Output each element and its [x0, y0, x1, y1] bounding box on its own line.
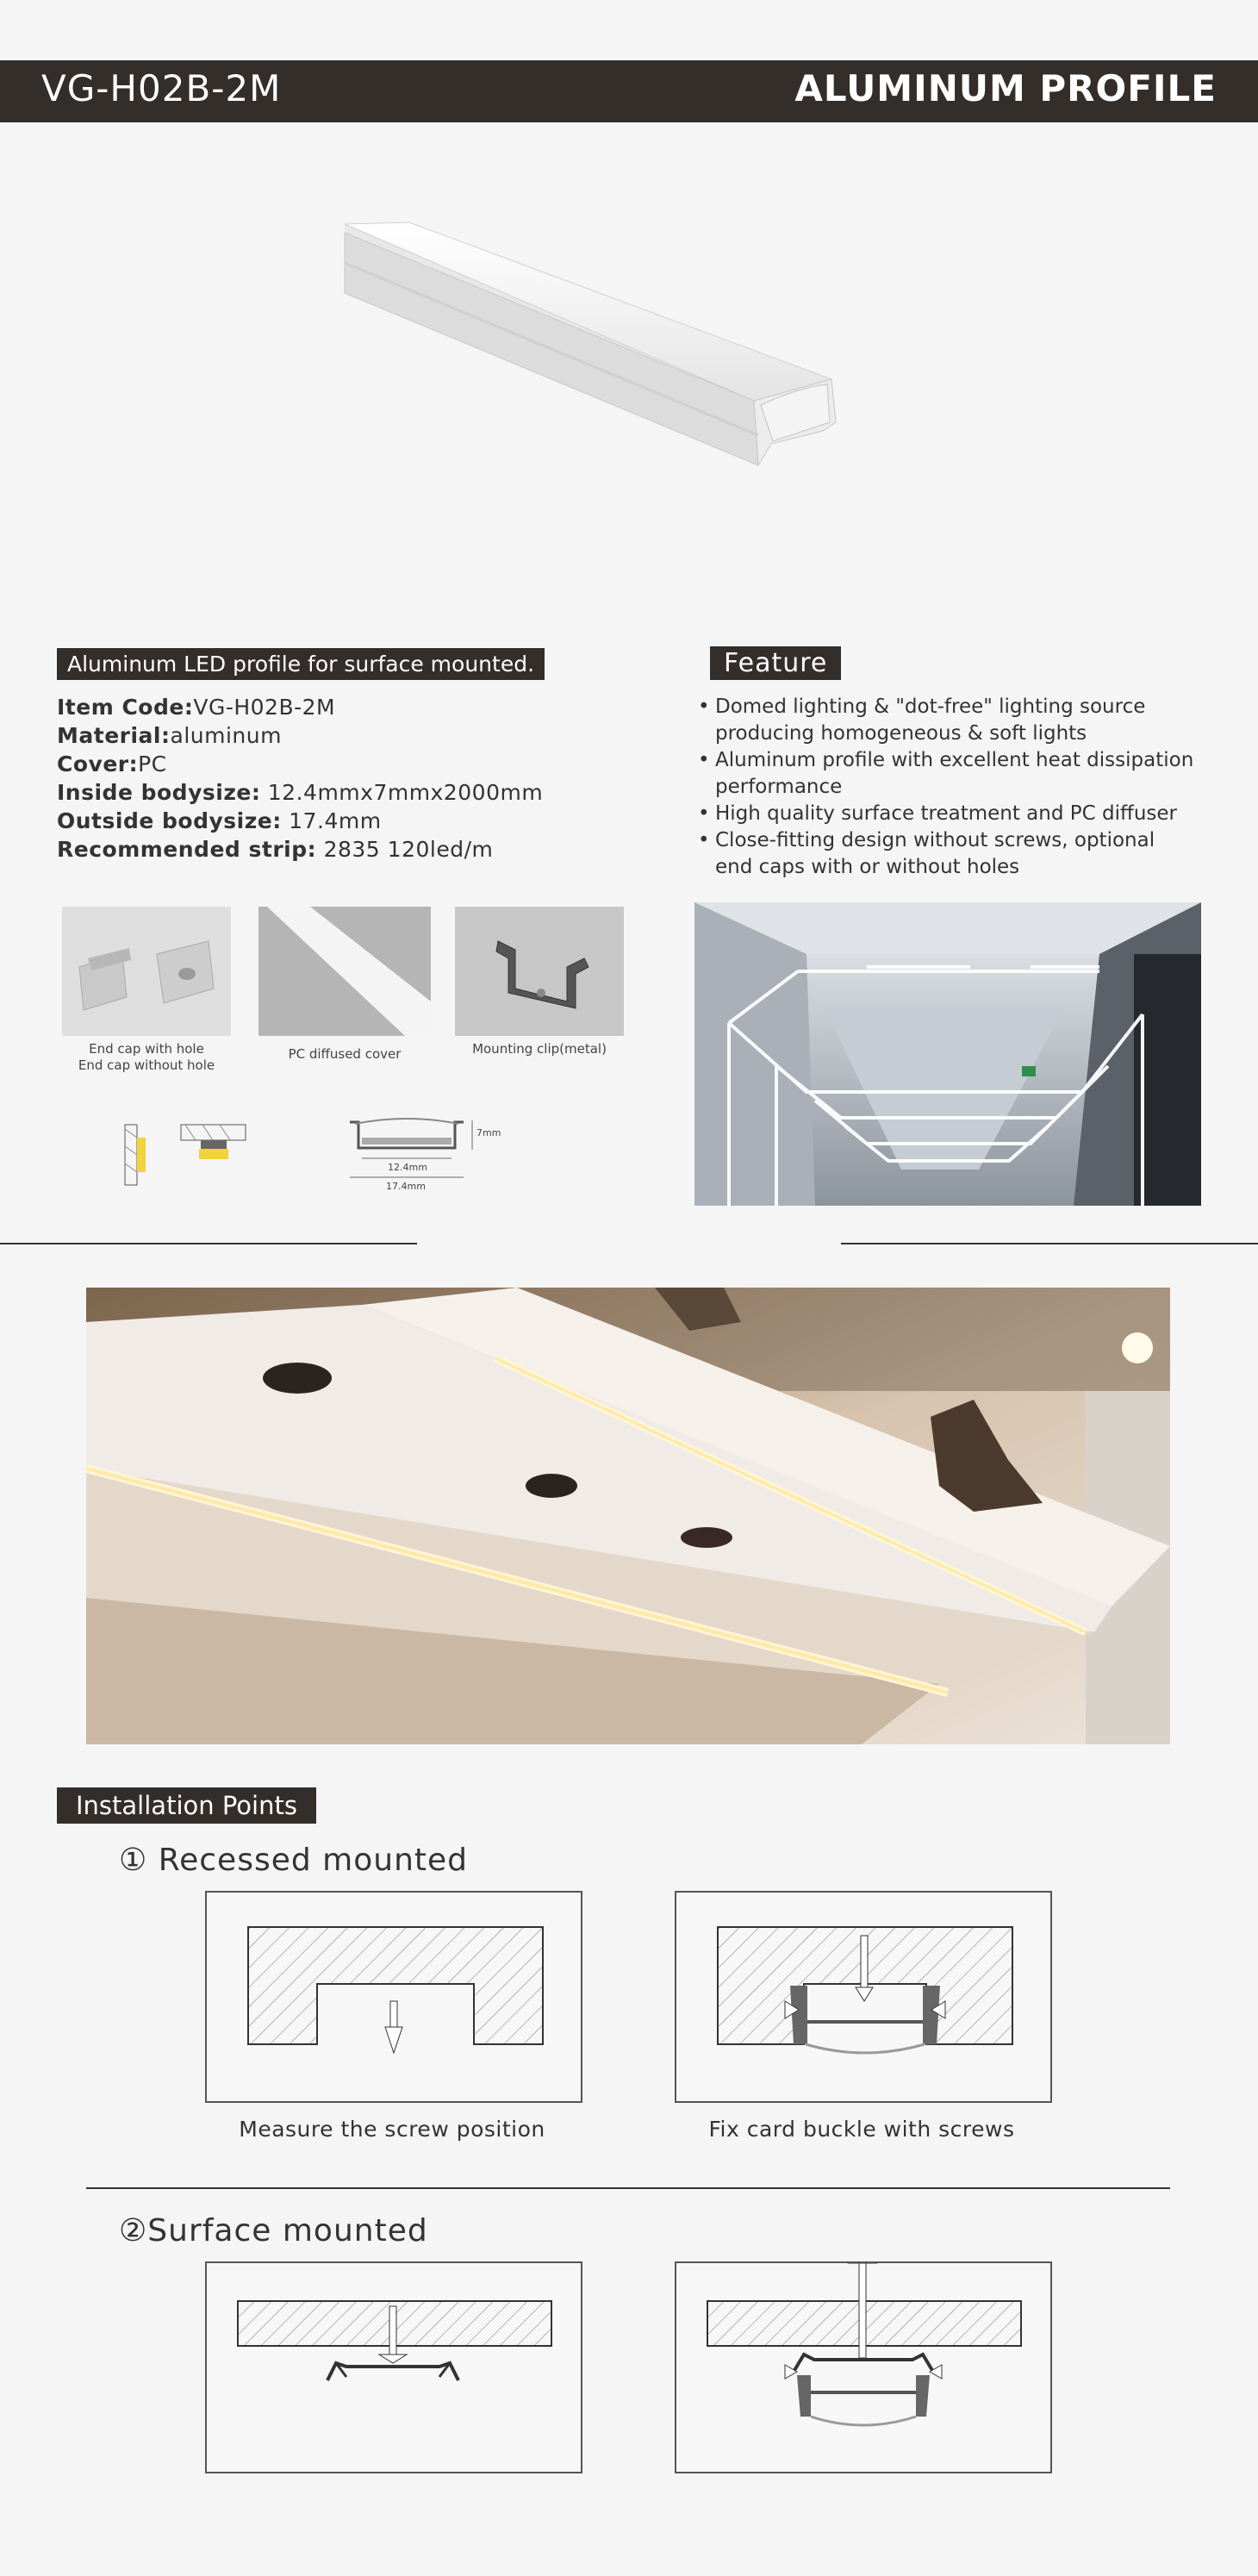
spec-tag: Aluminum LED profile for surface mounted.: [57, 648, 545, 680]
dim-outer: 17.4mm: [386, 1181, 426, 1192]
surface-diagram-2: [675, 2261, 1052, 2473]
surface-heading: ②Surface mounted: [119, 2213, 428, 2249]
light-direction-diagram: [116, 1120, 254, 1189]
spec-item-code: Item Code:VG-H02B-2M: [57, 695, 336, 720]
feature-tag: Feature: [710, 646, 841, 680]
product-profile-image: [340, 215, 849, 508]
category-title: ALUMINUM PROFILE: [794, 67, 1217, 109]
feature-item: • Close-fitting design without screws, optional end caps with or without holes: [696, 827, 1196, 881]
spec-inside-bodysize: Inside bodysize: 12.4mmx7mmx2000mm: [57, 780, 544, 805]
dimension-drawing: [343, 1112, 501, 1198]
feature-item: • High quality surface treatment and PC diffuser: [696, 801, 1196, 827]
mounting-clip-image: [455, 907, 624, 1036]
surface-diagram-1: [205, 2261, 582, 2473]
installation-tag: Installation Points: [57, 1787, 316, 1824]
dim-height: 7mm: [476, 1127, 501, 1138]
shelf-application-photo: [86, 1288, 1170, 1744]
divider-left: [0, 1243, 417, 1244]
feature-list: [696, 694, 1196, 881]
spec-cover: Cover:PC: [57, 752, 167, 777]
recessed-caption-1: Measure the screw position: [239, 2117, 545, 2142]
diffused-cover-caption: PC diffused cover: [288, 1046, 402, 1062]
spec-recommended-strip: Recommended strip: 2835 120led/m: [57, 837, 494, 862]
header-bar: [0, 60, 1258, 122]
feature-item: • Domed lighting & "dot-free" lighting source producing homogeneous & soft lights: [696, 694, 1196, 747]
recessed-diagram-2: [675, 1891, 1052, 2103]
recessed-caption-2: Fix card buckle with screws: [708, 2117, 1015, 2142]
diffused-cover-image: [258, 907, 431, 1036]
divider-right: [841, 1243, 1258, 1244]
spec-list: [57, 693, 543, 864]
end-cap-caption: End cap with hole End cap without hole: [78, 1041, 215, 1073]
recessed-diagram-1: [205, 1891, 582, 2103]
mounting-clip-caption: Mounting clip(metal): [472, 1041, 607, 1057]
recessed-heading: ① Recessed mounted: [119, 1843, 468, 1878]
feature-item: • Aluminum profile with excellent heat dissipation performance: [696, 747, 1196, 801]
divider-installation: [86, 2187, 1170, 2189]
dim-inner: 12.4mm: [388, 1162, 427, 1173]
spec-outside-bodysize: Outside bodysize: 17.4mm: [57, 808, 382, 833]
model-title: VG-H02B-2M: [41, 67, 282, 109]
spec-material: Material:aluminum: [57, 723, 282, 748]
corridor-application-photo: [694, 902, 1201, 1206]
end-cap-image: [62, 907, 231, 1036]
